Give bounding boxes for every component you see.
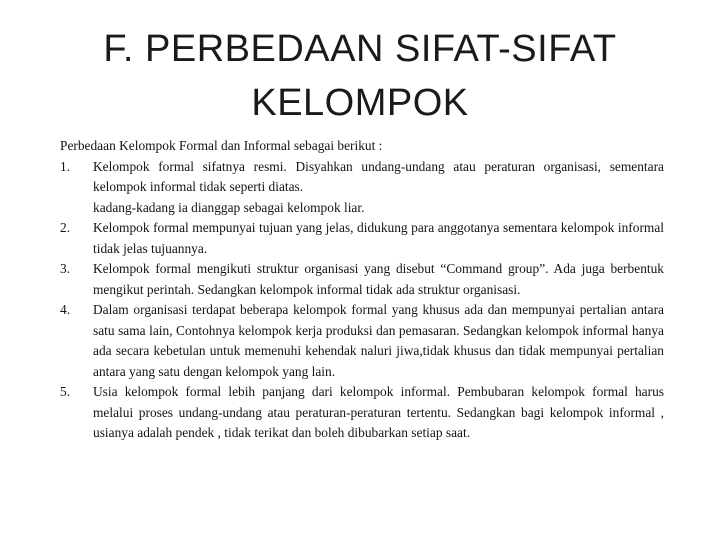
list-item-number: 1. [60,158,71,174]
list-item-text: Kelompok formal sifatnya resmi. Disyahkan undang-undang atau peraturan organisasi, sementara kelompok informal tidak seperti diatas. [93,158,664,194]
list-item-number: 5. [60,384,71,399]
list-item-text: kadang-kadang ia dianggap sebagai kelompok liar. [93,199,365,215]
list-item-text: Dalam organisasi terdapat beberapa kelompok formal yang khusus ada dan mempunyai pertalian antara satu sama lain, Contohnya kelompok kerja produksi dan pemasaran. Sedangkan kelompok informal hanya ada secara kebetulan untuk memenuhi kehendak naluri jiwa,tidak khusus dan tidak mempunyai pertalian antara yang satu dengan kelompok yang lain. [93,302,664,379]
list-item [60,300,664,382]
slide-body [60,136,664,444]
difference-list [60,157,664,444]
list-item [60,259,664,300]
list-item-text: Kelompok formal mengikuti struktur organisasi yang disebut “Command group”. Ada juga berbentuk mengikut perintah. Sedangkan kelompok informal tidak ada struktur organisasi. [93,261,664,297]
list-item-number: 2. [60,220,71,235]
list-item [60,382,664,444]
slide-title-line-2: KELOMPOK [251,82,469,124]
list-item-text: Usia kelompok formal lebih panjang dari kelompok informal. Pembubaran kelompok formal harus melalui proses undang-undang atau peraturan-peraturan tertentu. Sedangkan bagi kelompok informal , usianya adalah pendek , tidak terikat dan boleh dibubarkan setiap saat. [93,384,664,440]
list-item [60,218,664,259]
list-item [60,157,664,219]
list-item-text: Kelompok formal mempunyai tujuan yang jelas, didukung para anggotanya sementara kelompok informal tidak jelas tujuannya. [93,220,664,256]
intro-text: Perbedaan Kelompok Formal dan Informal sebagai berikut : [60,138,383,153]
list-item-number: 3. [60,261,71,276]
list-item-number: 4. [60,302,71,317]
slide-title [60,22,660,130]
slide-title-line-1: F. PERBEDAAN SIFAT-SIFAT [103,28,617,70]
